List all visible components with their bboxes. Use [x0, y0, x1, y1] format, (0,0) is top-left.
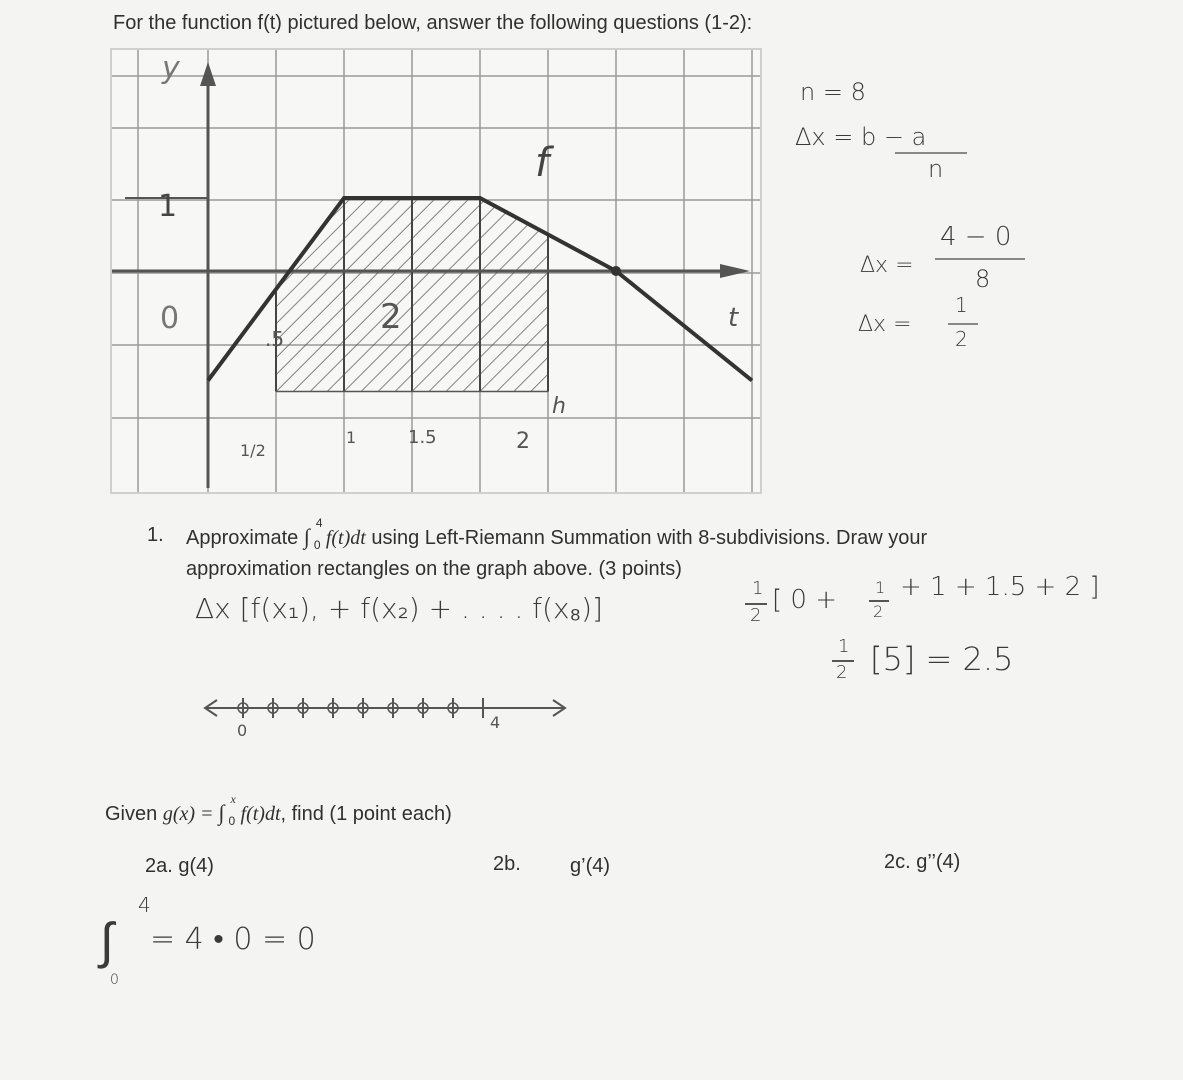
given-integral: ∫ x 0 — [218, 792, 236, 828]
dx-result-bar — [948, 323, 978, 325]
number-line — [195, 688, 595, 748]
dx-result-num: 1 — [955, 293, 968, 317]
q1-number: 1. — [147, 524, 164, 546]
riemann-sum-expression: Δx [f(x₁), + f(x₂) + . . . . f(x₈)] — [195, 592, 603, 625]
calc-rest: + 1 + 1.5 + 2 ] — [900, 572, 1100, 602]
y-axis-label: y — [162, 51, 180, 86]
given-statement — [105, 792, 452, 828]
curve-root-point — [611, 266, 621, 276]
q1-integral: ∫ 4 0 — [303, 516, 323, 552]
part-2b-expr: g’(4) — [570, 855, 611, 877]
numberline-start-label: 0 — [237, 721, 248, 740]
riemann-result: [5] = 2.5 — [870, 640, 1014, 678]
y-tick-zero: 0 — [160, 301, 180, 336]
given-text-a: Given — [105, 803, 163, 825]
x-tick-one-point-five: 1.5 — [408, 427, 437, 448]
y-tick-one: 1 — [158, 189, 178, 224]
q1-text-c: using Left-Riemann Summation with 8-subdivisions. Draw your — [365, 527, 928, 549]
calc-bracket-open: [ 0 + — [772, 585, 837, 615]
dx-result-lhs: Δx = — [858, 312, 912, 337]
function-graph — [110, 48, 762, 494]
t-axis-label: t — [728, 303, 739, 333]
g4-lower: 0 — [110, 972, 119, 988]
given-g: g(x) = — [162, 803, 219, 825]
dx-substitution-bar — [935, 258, 1025, 260]
calc-half-num: 1 — [875, 578, 886, 597]
numberline-end-label: 4 — [490, 713, 501, 732]
g4-expression: = 4 • 0 = 0 — [150, 922, 316, 957]
given-text-d: , find (1 point each) — [280, 803, 452, 825]
dx-substitution-num: 4 − 0 — [940, 222, 1012, 252]
g4-upper: 4 — [138, 893, 151, 917]
given-integrand: f(t)dt — [240, 803, 281, 825]
q1-line1 — [186, 516, 928, 552]
calc-frac-num: 1 — [752, 578, 764, 599]
result-frac-den: 2 — [836, 662, 848, 683]
dx-substitution-lhs: Δx = — [860, 253, 914, 278]
curve-label-f: f — [535, 140, 550, 186]
calc-half-den: 2 — [873, 602, 884, 621]
x-tick-two: 2 — [516, 429, 530, 454]
n-value: n = 8 — [800, 78, 866, 106]
q1-line2: approximation rectangles on the graph above. (3 points) — [186, 558, 682, 580]
result-frac-num: 1 — [838, 636, 850, 657]
part-2a: 2a. g(4) — [145, 855, 214, 877]
x-tick-one: 1 — [346, 428, 357, 447]
dx-formula-bar — [895, 152, 967, 154]
dx-formula-bottom: n — [928, 155, 944, 183]
q1-text-a: Approximate — [186, 527, 304, 549]
dx-result-den: 2 — [955, 327, 968, 351]
g4-integral-sign: ∫ — [100, 912, 114, 970]
question-prompt: For the function f(t) pictured below, answer the following questions (1-2): — [113, 12, 753, 34]
annotation-two: 2 — [380, 297, 402, 337]
dx-formula-top: Δx = b − a — [795, 123, 927, 151]
q1-integrand: f(t)dt — [325, 527, 366, 549]
calc-frac-den: 2 — [750, 605, 762, 626]
x-tick-half: 1/2 — [240, 441, 266, 460]
dx-substitution-den: 8 — [975, 265, 991, 293]
annotation-point-five: .5 — [265, 327, 285, 351]
part-2c: 2c. g’’(4) — [884, 851, 961, 873]
part-2b: 2b. — [493, 853, 521, 875]
annotation-h: h — [552, 394, 566, 419]
